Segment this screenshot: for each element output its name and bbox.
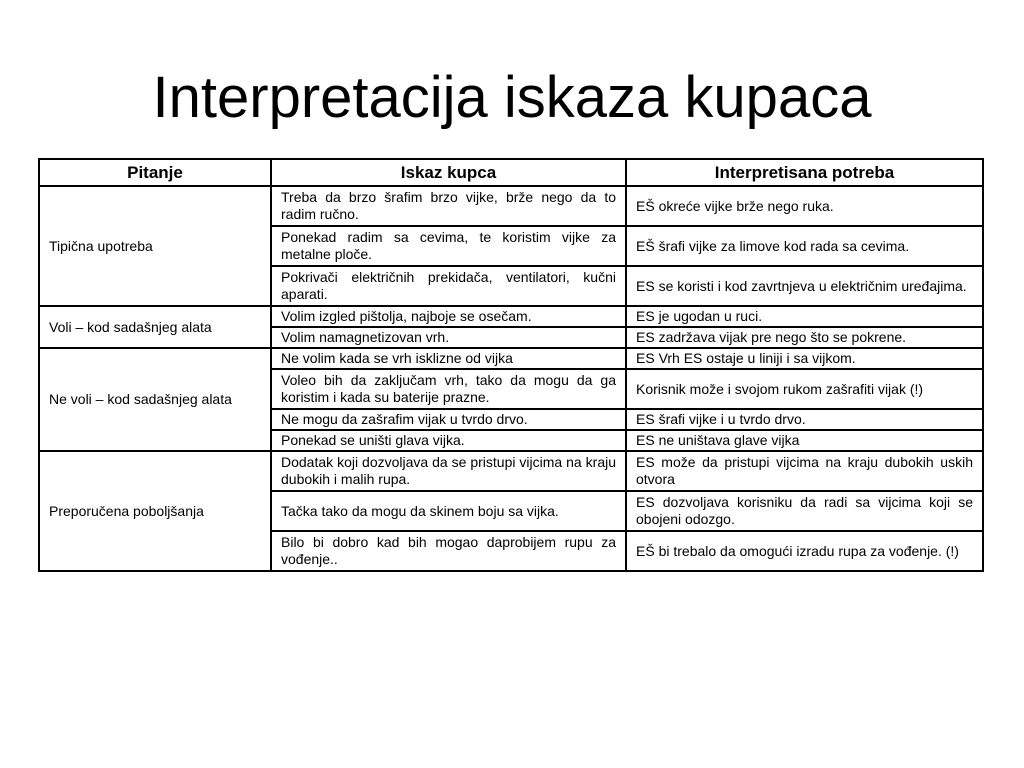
statement-cell: Tačka tako da mogu da skinem boju sa vijka. [271,491,626,531]
need-cell: ES može da pristupi vijcima na kraju dubokih uskih otvora [626,451,983,491]
statement-cell: Voleo bih da zaključam vrh, tako da mogu da ga koristim i kada su baterije prazne. [271,369,626,409]
need-cell: ES zadržava vijak pre nego što se pokrene. [626,327,983,348]
category-cell: Voli – kod sadašnjeg alata [39,306,271,348]
category-cell: Ne voli – kod sadašnjeg alata [39,348,271,451]
header-question: Pitanje [39,159,271,186]
header-customer-statement: Iskaz kupca [271,159,626,186]
need-cell: Korisnik može i svojom rukom zašrafiti vijak (!) [626,369,983,409]
table-row [39,306,983,327]
table-row [39,348,983,369]
need-cell: EŠ bi trebalo da omogući izradu rupa za vođenje. (!) [626,531,983,571]
slide-title: Interpretacija iskaza kupaca [152,65,872,130]
need-cell: ES dozvoljava korisniku da radi sa vijcima koji se obojeni odozgo. [626,491,983,531]
statement-cell: Volim izgled pištolja, najboje se osečam. [271,306,626,327]
need-cell: EŠ okreće vijke brže nego ruka. [626,186,983,226]
category-cell: Tipična upotreba [39,186,271,306]
statement-cell: Bilo bi dobro kad bih mogao daprobijem rupu za vođenje.. [271,531,626,571]
statement-cell: Ne mogu da zašrafim vijak u tvrdo drvo. [271,409,626,430]
need-cell: ES je ugodan u ruci. [626,306,983,327]
statement-cell: Ponekad se uništi glava vijka. [271,430,626,451]
statement-cell: Ponekad radim sa cevima, te koristim vijke za metalne ploče. [271,226,626,266]
need-cell: ES ne uništava glave vijka [626,430,983,451]
table-header-row [39,159,983,186]
statement-cell: Volim namagnetizovan vrh. [271,327,626,348]
need-cell: ES šrafi vijke i u tvrdo drvo. [626,409,983,430]
need-cell: ES se koristi i kod zavrtnjeva u električnim uređajima. [626,266,983,306]
statement-cell: Treba da brzo šrafim brzo vijke, brže nego da to radim ručno. [271,186,626,226]
table-row [39,451,983,491]
statement-cell: Dodatak koji dozvoljava da se pristupi vijcima na kraju dubokih i malih rupa. [271,451,626,491]
need-cell: EŠ šrafi vijke za limove kod rada sa cevima. [626,226,983,266]
interpretation-table [38,158,984,572]
category-cell: Preporučena poboljšanja [39,451,271,571]
table-row [39,186,983,226]
header-interpreted-need: Interpretisana potreba [626,159,983,186]
statement-cell: Ne volim kada se vrh isklizne od vijka [271,348,626,369]
statement-cell: Pokrivači električnih prekidača, ventilatori, kučni aparati. [271,266,626,306]
need-cell: ES Vrh ES ostaje u liniji i sa vijkom. [626,348,983,369]
